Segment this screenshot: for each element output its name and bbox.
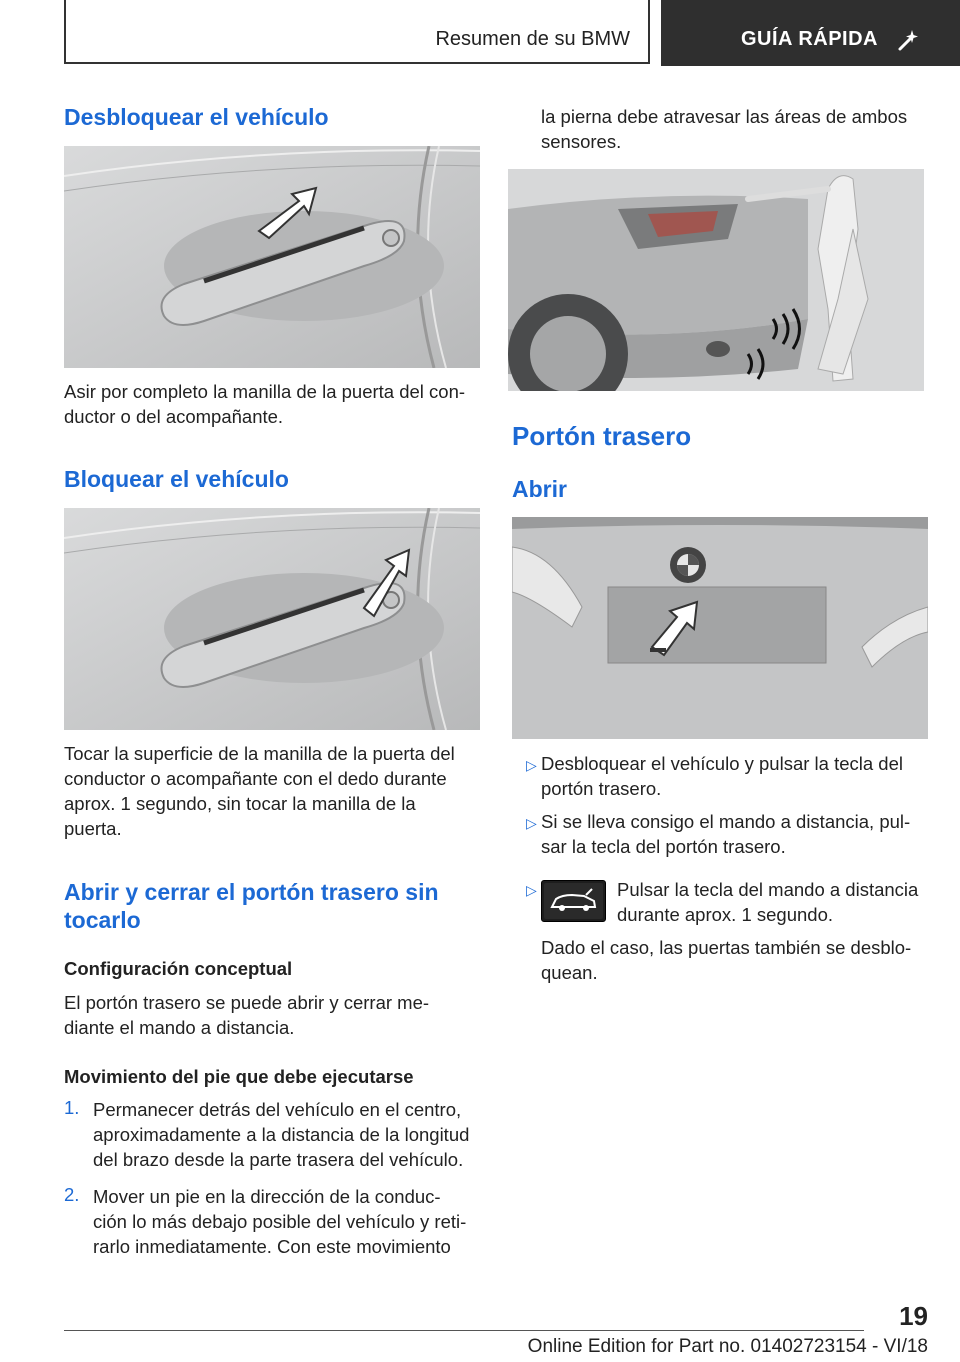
edition-footer: Online Edition for Part no. 01402723154 - VI/18: [527, 1336, 928, 1357]
page-number: 19: [899, 1301, 928, 1331]
movement-heading: Movimiento del pie que debe ejecutarse: [64, 1066, 414, 1087]
step-text: Mover un pie en la dirección de la conduc- ción lo más debajo posible del vehículo y reti- rarlo inmediatamente. Con este movimiento: [93, 1186, 467, 1257]
page-header: [0, 0, 960, 66]
tailgate-button-image: [512, 517, 928, 739]
section-title: Resumen de su BMW: [435, 28, 630, 50]
unlock-heading: Desbloquear el vehículo: [64, 104, 329, 130]
footer-divider: [64, 1330, 864, 1331]
bullet-text: Si se lleva consigo el mando a distancia, pul- sar la tecla del portón trasero.: [541, 811, 911, 857]
car-tailgate-key-icon: [541, 880, 606, 922]
step-number: 2.: [64, 1184, 80, 1205]
open-heading: Abrir: [512, 476, 567, 502]
guide-tab: [661, 0, 960, 66]
continued-text: la pierna debe atravesar las áreas de ambos sensores.: [541, 106, 908, 152]
handsfree-heading: Abrir y cerrar el portón trasero sin tocarlo: [64, 879, 439, 933]
remote-bullet-text: Pulsar la tecla del mando a distancia durante aprox. 1 segundo.: [617, 879, 919, 925]
bullet-marker: ▷: [526, 757, 537, 773]
lock-heading: Bloquear el vehículo: [64, 466, 289, 492]
bullet-marker: ▷: [526, 815, 537, 831]
unlock-instructions: Asir por completo la manilla de la puerta del con- ductor o del acompañante.: [64, 381, 466, 427]
bullet-marker: ▷: [526, 882, 537, 898]
step-text: Permanecer detrás del vehículo en el centro, aproximadamente a la distancia de la longitud del brazo desde la parte trasera del vehículo.: [93, 1099, 470, 1170]
foot-movement-image: [508, 169, 924, 391]
door-handle-lock-image: [64, 508, 480, 730]
guide-title: GUÍA RÁPIDA: [741, 28, 878, 50]
remote-note: Dado el caso, las puertas también se desblo- quean.: [541, 937, 912, 983]
wand-sparkle-icon: [896, 27, 922, 53]
lock-instructions: Tocar la superficie de la manilla de la puerta del conductor o acompañante con el dedo durante aprox. 1 segundo, sin tocar la manilla de la puerta.: [64, 743, 455, 839]
tailgate-heading: Portón trasero: [512, 421, 692, 451]
bullet-text: Desbloquear el vehículo y pulsar la tecla del portón trasero.: [541, 753, 903, 799]
step-number: 1.: [64, 1097, 80, 1118]
concept-heading: Configuración conceptual: [64, 958, 293, 979]
concept-text: El portón trasero se puede abrir y cerrar me- diante el mando a distancia.: [64, 992, 430, 1038]
door-handle-unlock-image: [64, 146, 480, 368]
section-tab: [64, 0, 650, 64]
